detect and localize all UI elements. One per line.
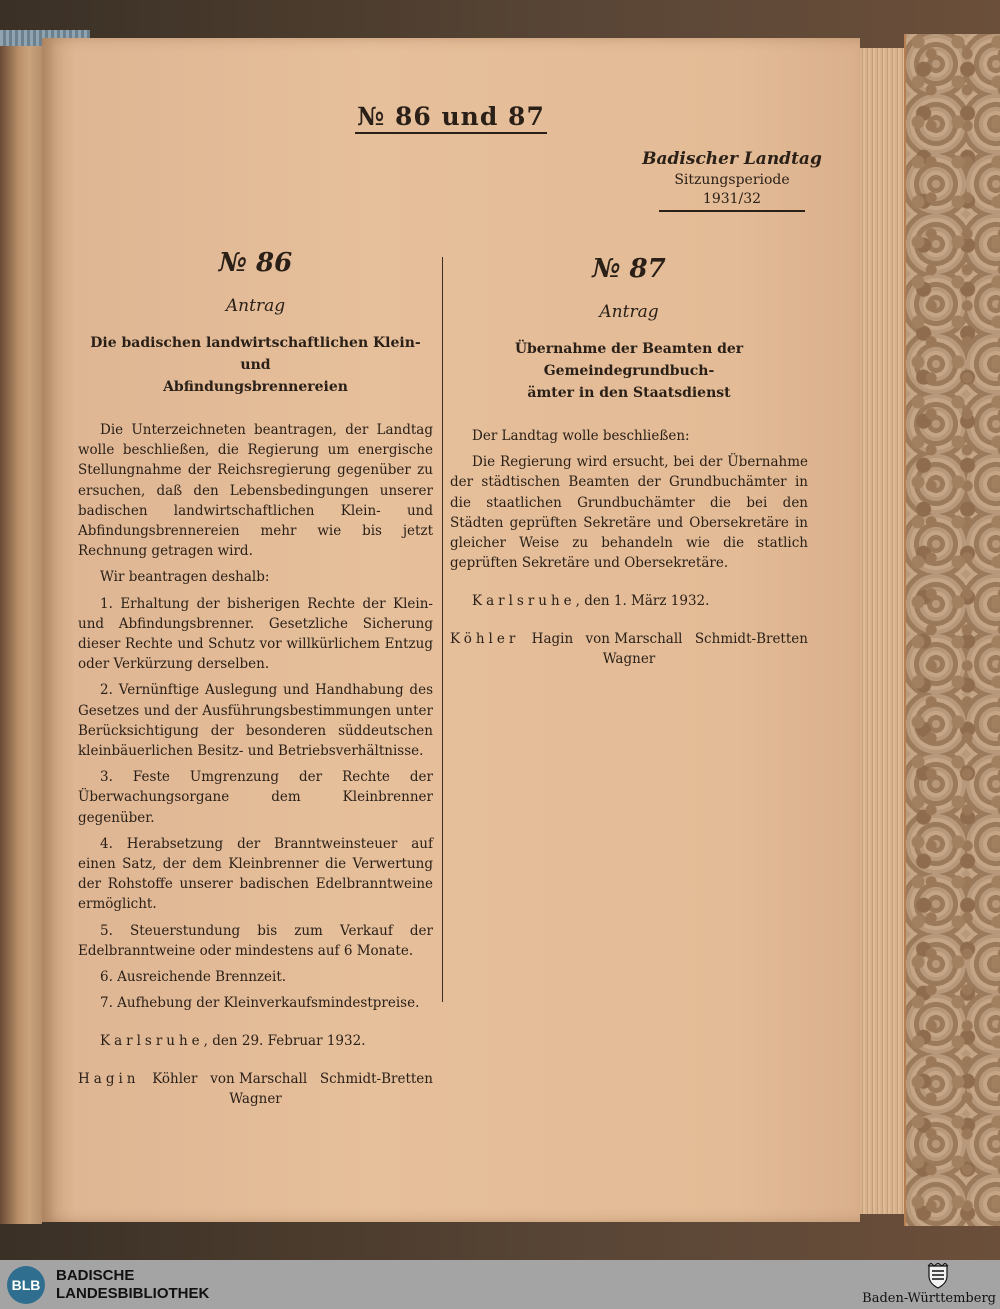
landtag-title: Badischer Landtag <box>642 149 822 169</box>
library-name-line: LANDESBIBLIOTHEK <box>56 1285 210 1302</box>
subject-line: ämter in den Staatsdienst <box>527 385 731 401</box>
motion-number: № 87 <box>592 254 666 284</box>
demand-item: 6. Ausreichende Brennzeit. <box>100 969 287 986</box>
date-line <box>450 591 808 611</box>
signatories <box>78 1069 433 1089</box>
landtag-underline <box>659 210 805 212</box>
signatory: Hagin <box>531 631 574 648</box>
blb-logo[interactable]: BLB <box>7 1266 45 1304</box>
motion-body: Die Regierung wird ersucht, bei der Übernahme der städtischen Beamten der Grundbuchämter in die staatlichen Grundbuchämter die bei den Städten geprüften Sekretäre und Obersekretäre in gleicher Weise zu behandeln wie die statlich geprüften Sekretäre und Obersekretäre. <box>450 454 808 572</box>
demand-item: 1. Erhaltung der bisherigen Rechte der Klein- und Abfindungsbrenner. Gesetzliche Sicherung dieser Rechte und Schutz vor willkürlichem Entzug oder Verkürzung derselben. <box>78 595 433 673</box>
coat-of-arms-icon <box>926 1263 950 1289</box>
landtag-block <box>640 148 824 212</box>
motion-intro: Der Landtag wolle beschließen: <box>472 428 690 444</box>
state-name[interactable]: Baden-Württemberg <box>862 1291 996 1306</box>
motion-kind: Antrag <box>599 302 659 322</box>
date-place: Karlsruhe <box>100 1033 204 1050</box>
signatory: von Marschall <box>210 1071 308 1088</box>
motion-subject <box>78 332 433 398</box>
motion-number: № 86 <box>218 248 293 278</box>
signatory: Köhler <box>450 631 520 648</box>
demand-item: 2. Vernünftige Auslegung und Handhabung des Gesetzes und der Ausführungsbestimmungen unter Berücksichtigung der besonderen süddeutschen kleinbäuerlichen Besitz- und Betriebsverhältnisse. <box>78 682 433 760</box>
motion-subject <box>450 338 808 404</box>
demand-item: 5. Steuerstundung bis zum Verkauf der Edelbranntweine oder mindestens auf 6 Monate. <box>78 922 433 959</box>
motion-87 <box>450 252 808 669</box>
library-name[interactable] <box>56 1267 209 1303</box>
date-text: , den 29. Februar 1932. <box>203 1033 366 1050</box>
motion-intro: Die Unterzeichneten beantragen, der Landtag wolle beschließen, die Regierung um energische Stellungnahme der Reichsregierung gegenüber zu ersuchen, daß den Lebensbedingungen unserer badischen landwirtschaftlichen Klein- und Abfindungsbrennereien mehr wie bis jetzt Rechnung getragen wird. <box>78 422 433 560</box>
page-title <box>42 102 860 131</box>
signatory-last: Wagner <box>602 651 656 668</box>
subject-line: Übernahme der Beamten der Gemeindegrundbuch- <box>514 341 744 379</box>
signatory: Schmidt-Bretten <box>694 631 808 648</box>
signatories <box>450 629 808 649</box>
column-divider <box>442 257 443 1002</box>
motion-kind: Antrag <box>225 296 286 316</box>
motion-lead: Wir beantragen deshalb: <box>100 569 270 586</box>
signatory-last: Wagner <box>229 1091 282 1108</box>
signatory: von Marschall <box>585 631 683 648</box>
marbled-cover <box>906 34 1000 1226</box>
footer-bar <box>0 1260 1000 1309</box>
book-binding-left <box>0 34 42 1224</box>
page-edges <box>860 48 908 1214</box>
demand-item: 3. Feste Umgrenzung der Rechte der Überwachungsorgane dem Kleinbrenner gegenüber. <box>78 769 433 826</box>
motion-86 <box>78 246 433 1109</box>
session-years: 1931/32 <box>702 191 762 207</box>
signatory: Köhler <box>152 1071 198 1088</box>
subject-line: Abfindungsbrennereien <box>163 379 348 395</box>
page-title-text: № 86 und 87 <box>355 102 547 134</box>
date-place: Karlsruhe <box>472 593 576 610</box>
demand-item: 7. Aufhebung der Kleinverkaufsmindestpreise. <box>100 995 420 1012</box>
date-text: , den 1. März 1932. <box>575 593 710 610</box>
session-label: Sitzungsperiode <box>674 172 790 188</box>
library-name-line: BADISCHE <box>56 1267 135 1284</box>
subject-line: Die badischen landwirtschaftlichen Klein- und <box>90 335 421 373</box>
signatory: Schmidt-Bretten <box>319 1071 433 1088</box>
signatory: Hagin <box>78 1071 140 1088</box>
demand-item: 4. Herabsetzung der Branntweinsteuer auf einen Satz, der dem Kleinbrenner die Verwertung der Rohstoffe unserer badischen Edelbranntweine ermöglicht. <box>78 835 433 913</box>
date-line <box>78 1031 433 1051</box>
